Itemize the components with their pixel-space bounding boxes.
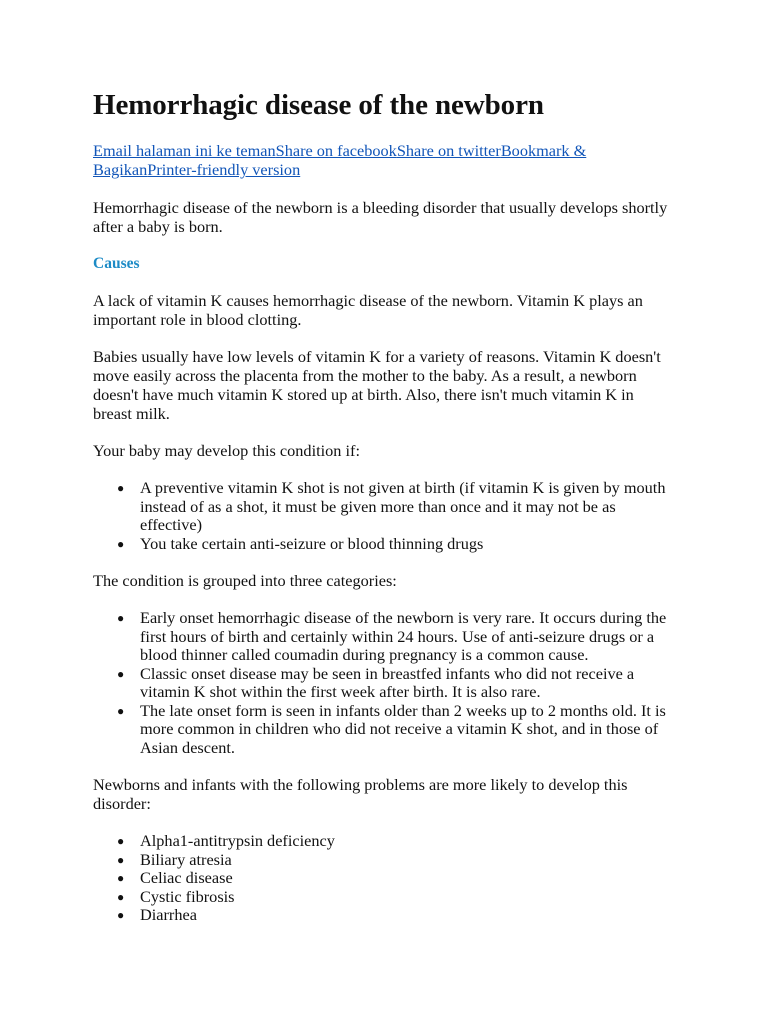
list-item: ● Alpha1-antitrypsin deficiency (117, 831, 335, 850)
list-item: ● Diarrhea (117, 905, 197, 924)
intro-paragraph: Hemorrhagic disease of the newborn is a bleeding disorder that usually develops shortly after a baby is born. (93, 198, 668, 236)
problems-list (93, 832, 676, 925)
causes-paragraph-2: Babies usually have low levels of vitamin K for a variety of reasons. Vitamin K doesn't move easily across the placenta from the mother to the baby. As a result, a newborn doesn't have much vitamin K stored up at birth. Also, there isn't much vitamin K in breast milk. (93, 347, 661, 423)
bookmark-share-link[interactable]: Bookmark & Bagikan (93, 141, 587, 179)
problems-paragraph: Newborns and infants with the following problems are more likely to develop this disorder: (93, 775, 628, 813)
causes-paragraph-1: A lack of vitamin K causes hemorrhagic disease of the newborn. Vitamin K plays an important role in blood clotting. (93, 291, 643, 329)
bullet-icon: ● (117, 889, 125, 904)
bullet-icon: ● (117, 666, 125, 681)
causes-paragraph-3: Your baby may develop this condition if: (93, 441, 360, 460)
share-links (93, 141, 676, 179)
list-item: ● Biliary atresia (117, 849, 232, 869)
bullet-icon: ● (117, 871, 125, 885)
bullet-icon: ● (117, 536, 125, 551)
categories-list (93, 609, 676, 757)
share-facebook-link[interactable]: Share on facebook (275, 141, 397, 160)
risk-condition-list (93, 479, 676, 553)
list-item: ● Celiac disease (117, 868, 233, 887)
list-item: ● Classic onset disease may be seen in breastfed infants who did not receive a vitamin K shot within the first week after birth. It is also rare. (117, 663, 635, 701)
list-item: ● A preventive vitamin K shot is not given at birth (if vitamin K is given by mouth instead of as a shot, it must be given more than once and it may not be as effective) (117, 478, 666, 534)
list-item: ● The late onset form is seen in infants older than 2 weeks up to 2 months old. It is more common in children who did not receive a vitamin K shot, and in those of Asian descent. (117, 700, 666, 757)
list-item: ● You take certain anti-seizure or blood thinning drugs (117, 533, 484, 553)
bullet-icon: ● (117, 611, 125, 625)
causes-heading: Causes (93, 255, 140, 272)
email-friend-link[interactable]: Email halaman ini ke teman (93, 141, 276, 160)
list-item: ● Early onset hemorrhagic disease of the newborn is very rare. It occurs during the first hours of birth and certainly within 24 hours. Use of anti-seizure drugs or a blood thinner called coumadin during pregnancy is a common cause. (117, 608, 667, 664)
bullet-icon: ● (117, 908, 125, 922)
categories-paragraph: The condition is grouped into three categories: (93, 571, 397, 590)
printer-friendly-link[interactable]: Printer-friendly version (147, 160, 301, 179)
page-title: Hemorrhagic disease of the newborn (93, 89, 544, 121)
bullet-icon: ● (117, 481, 125, 495)
bullet-icon: ● (117, 852, 125, 867)
share-twitter-link[interactable]: Share on twitter (396, 141, 501, 160)
bullet-icon: ● (117, 834, 125, 848)
bullet-icon: ● (117, 703, 125, 718)
list-item: ● Cystic fibrosis (117, 886, 235, 906)
